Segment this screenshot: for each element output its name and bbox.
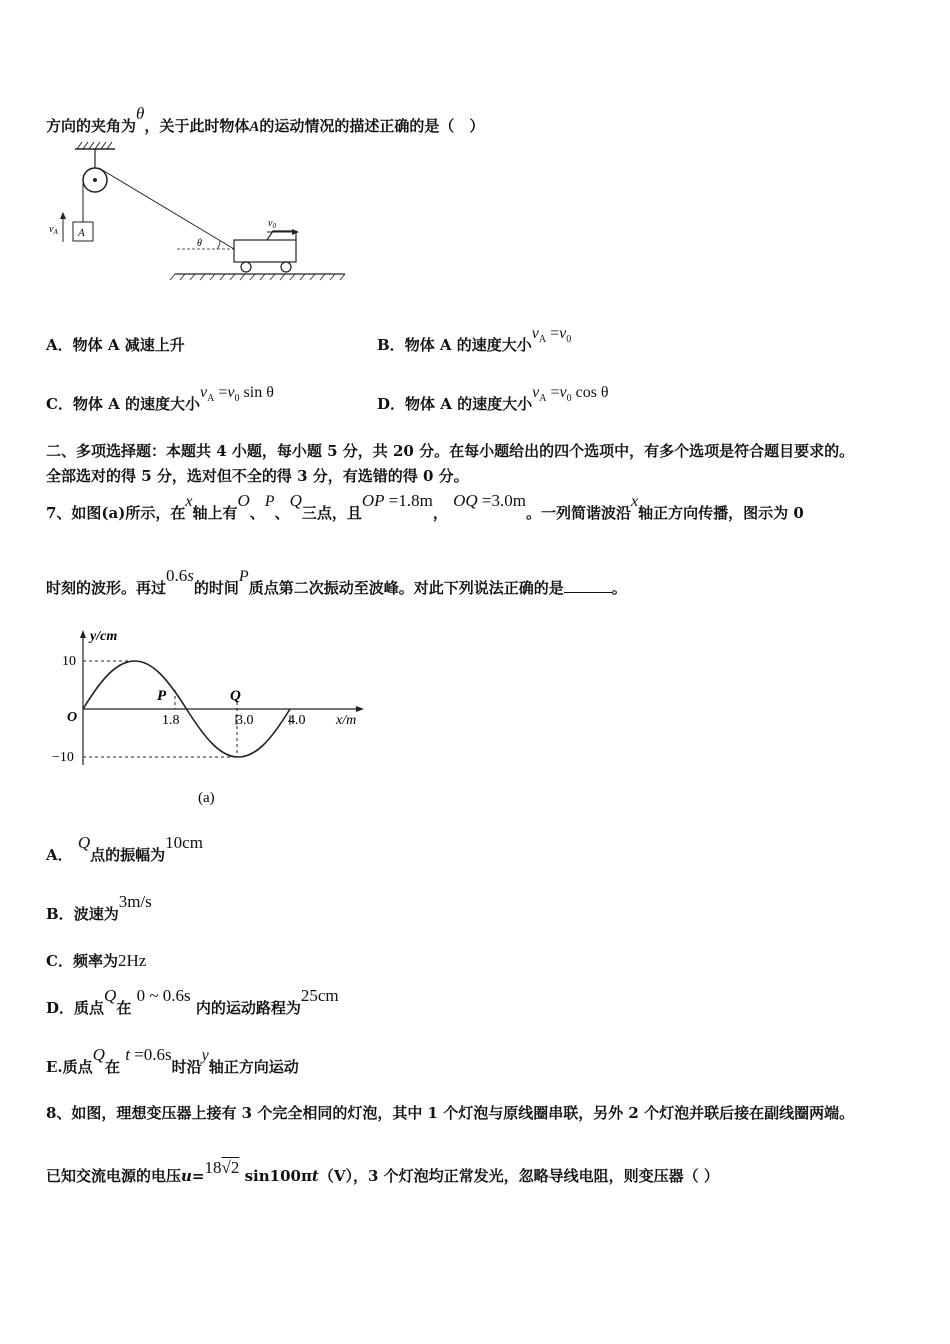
wave-figure	[40, 620, 380, 815]
x-axis-label: x/m	[336, 713, 357, 728]
q7-option-e: E.质点Q在 t =0.6s时沿y轴正方向运动	[46, 1045, 299, 1076]
car	[234, 231, 296, 272]
q6-stem: 方向的夹角为θ，关于此时物体A的运动情况的描述正确的是（ ）	[46, 104, 485, 135]
theta-label: θ	[197, 238, 202, 249]
section2-line2: 全部选对的得 5 分，选对但不全的得 3 分，有选错的得 0 分。	[46, 467, 469, 485]
q7-stem-line1: 7、如图(a)所示，在x轴上有O、P、Q三点，且OP =1.8m， OQ =3.0m。一列简谐波沿x轴正方向传播，图示为 0	[46, 491, 804, 522]
pulley-car-figure	[45, 140, 365, 290]
q6-option-a: A．物体 A 减速上升	[46, 336, 185, 354]
p-point-label: P	[157, 688, 167, 704]
x-tick-1-8: 1.8	[162, 713, 180, 728]
q7-option-b: B．波速为3m/s	[46, 892, 152, 923]
q7-option-a: A． Q点的振幅为10cm	[46, 833, 203, 864]
origin-label: O	[67, 710, 78, 725]
y-tick-neg10: −10	[52, 750, 74, 765]
q6-option-c: C．物体 A 的速度大小$v_A =v_0$ sin θ	[46, 384, 274, 413]
answer-blank	[564, 582, 612, 593]
theta-symbol: θ	[136, 104, 145, 123]
q8-line2: 已知交流电源的电压u=18√2 sin100πt（V），3 个灯泡均正常发光，忽略导线电阻，则变压器（ ）	[46, 1158, 719, 1185]
va-label: $v_A$	[49, 224, 58, 236]
q7-option-c: C．频率为2Hz	[46, 951, 147, 970]
q6-option-b: B．物体 A 的速度大小$v_A =v_0$	[377, 325, 572, 354]
q6-option-d: D．物体 A 的速度大小$v_A =v_0$ cos θ	[377, 384, 609, 413]
figure-caption: (a)	[198, 790, 215, 806]
block-a-label: A	[78, 227, 85, 239]
q7-stem-line2: 时刻的波形。再过0.6s的时间P质点第二次振动至波峰。对此下列说法正确的是 。	[46, 566, 627, 597]
x-tick-4-0: 4.0	[288, 713, 306, 728]
y-tick-10: 10	[62, 654, 76, 669]
q-point-label: Q	[230, 688, 241, 704]
q7-option-d: D．质点Q在 0 ~ 0.6s 内的运动路程为25cm	[46, 986, 339, 1017]
x-tick-3-0: 3.0	[236, 713, 254, 728]
v0-label: $v_0$	[268, 218, 276, 230]
q8-line1: 8、如图，理想变压器上接有 3 个完全相同的灯泡，其中 1 个灯泡与原线圈串联，另外 2 个灯泡并联后接在副线圈两端。	[46, 1104, 855, 1122]
section2-line1: 二、多项选择题：本题共 4 小题，每小题 5 分，共 20 分。在每小题给出的四个选项中，有多个选项是符合题目要求的。	[46, 442, 855, 460]
y-axis-label: y/cm	[90, 629, 118, 644]
